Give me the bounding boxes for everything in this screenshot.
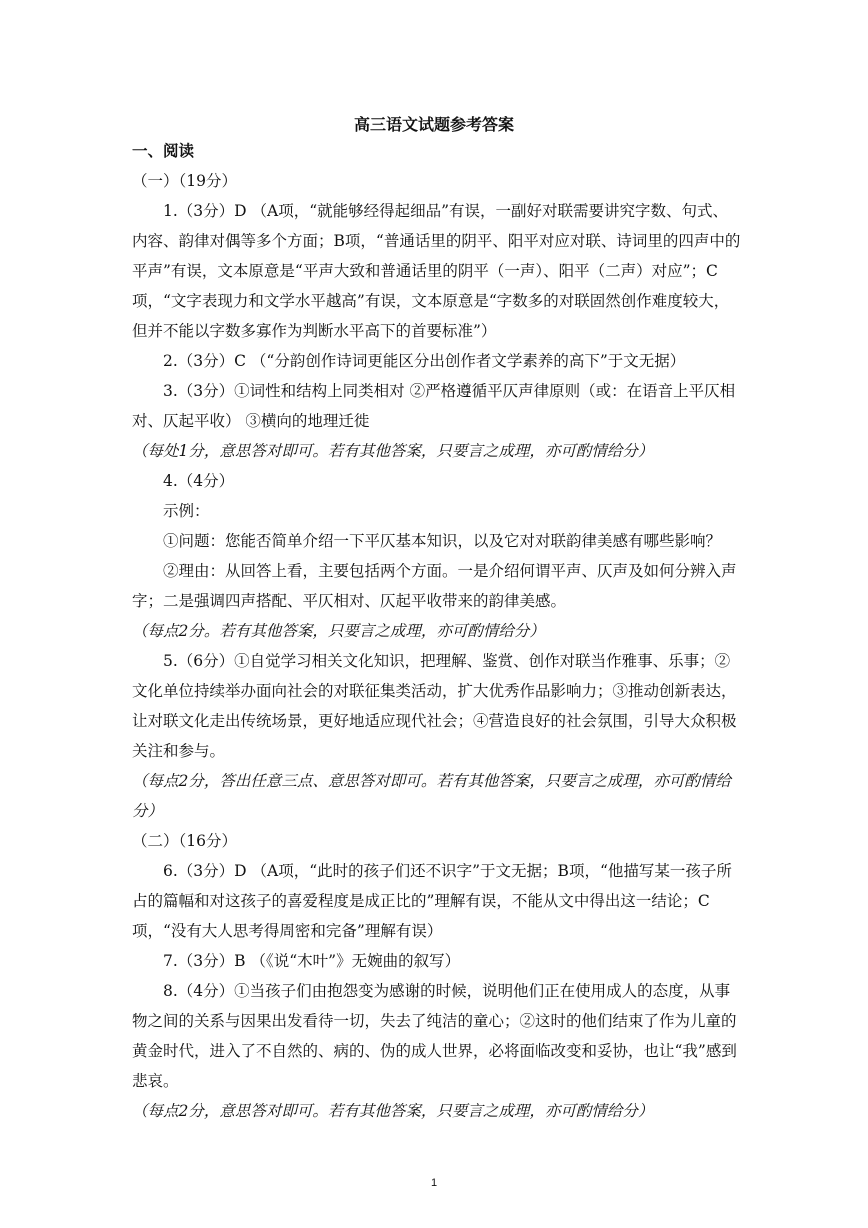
part-heading-2: （二）（16分） — [132, 832, 237, 850]
answer-q3: 3.（3分）①词性和结构上同类相对 ②严格遵循平仄声律原则（或：在语音上平仄相对、仄起平收） ③横向的地理迁徙 — [132, 382, 736, 430]
answer-q8: 8.（4分）①当孩子们由抱怨变为感谢的时候，说明他们正在使用成人的态度，从事物之间的关系与因果出发看待一切，失去了纯洁的童心；②这时的他们结束了作为儿童的黄金时代，进入了不自然的、病的、伪的成人世界，必将面临改变和妥协，也让“我”感到悲哀。 — [132, 982, 737, 1090]
answer-q4-reason: ②理由：从回答上看，主要包括两个方面。一是介绍何谓平声、仄声及如何分辨入声字；二是强调四声搭配、平仄相对、仄起平收带来的韵律美感。 — [132, 562, 737, 610]
part-heading-1: （一）（19分） — [132, 172, 237, 190]
answer-q1: 1.（3分）D （A项，“就能够经得起细品”有误，一副好对联需要讲究字数、句式、内容、韵律对偶等多个方面；B项，“普通话里的阴平、阳平对应对联、诗词里的四声中的平声”有误，文本原意是“平声大致和普通话里的阴平（一声）、阳平（二声）对应”；C项，“文字表现力和文学水平越高”有误，文本原意是“字数多的对联固然创作难度较大，但并不能以字数多寡作为判断水平高下的首要标准”） — [132, 202, 741, 340]
answer-q5: 5.（6分）①自觉学习相关文化知识，把理解、鉴赏、创作对联当作雅事、乐事；②文化单位持续举办面向社会的对联征集类活动，扩大优秀作品影响力；③推动创新表达，让对联文化走出传统场景，更好地适应现代社会；④营造良好的社会氛围，引导大众积极关注和参与。 — [132, 652, 737, 760]
scoring-note-q5: （每点2分，答出任意三点、意思答对即可。若有其他答案，只要言之成理，亦可酌情给分） — [132, 772, 731, 820]
scoring-note-q4: （每点2分。若有其他答案，只要言之成理，亦可酌情给分） — [132, 622, 545, 640]
section-heading-reading: 一、阅读 — [132, 142, 195, 160]
answer-q4: 4.（4分） — [163, 472, 235, 490]
answer-q4-example: 示例： — [163, 502, 210, 520]
answer-content — [132, 136, 742, 1126]
page-title: 高三语文试题参考答案 — [353, 115, 514, 134]
answer-q4-problem: ①问题：您能否简单介绍一下平仄基本知识，以及它对对联韵律美感有哪些影响？ — [163, 532, 722, 550]
scoring-note-q8: （每点2分，意思答对即可。若有其他答案，只要言之成理，亦可酌情给分） — [132, 1102, 654, 1120]
answer-q2: 2.（3分）C （“分韵创作诗词更能区分出创作者文学素养的高下”于文无据） — [163, 352, 686, 370]
answer-q6: 6.（3分）D （A项，“此时的孩子们还不识字”于文无据；B项，“他描写某一孩子所占的篇幅和对这孩子的喜爱程度是成正比的”理解有误，不能从文中得出这一结论；C项，“没有大人思考得周密和完备”理解有误） — [132, 862, 732, 940]
scoring-note-q3: （每处1分，意思答对即可。若有其他答案，只要言之成理，亦可酌情给分） — [132, 442, 654, 460]
page-number: 1 — [430, 1177, 438, 1189]
answer-q7: 7.（3分）B （《说“木叶”》无婉曲的叙写） — [163, 952, 461, 970]
